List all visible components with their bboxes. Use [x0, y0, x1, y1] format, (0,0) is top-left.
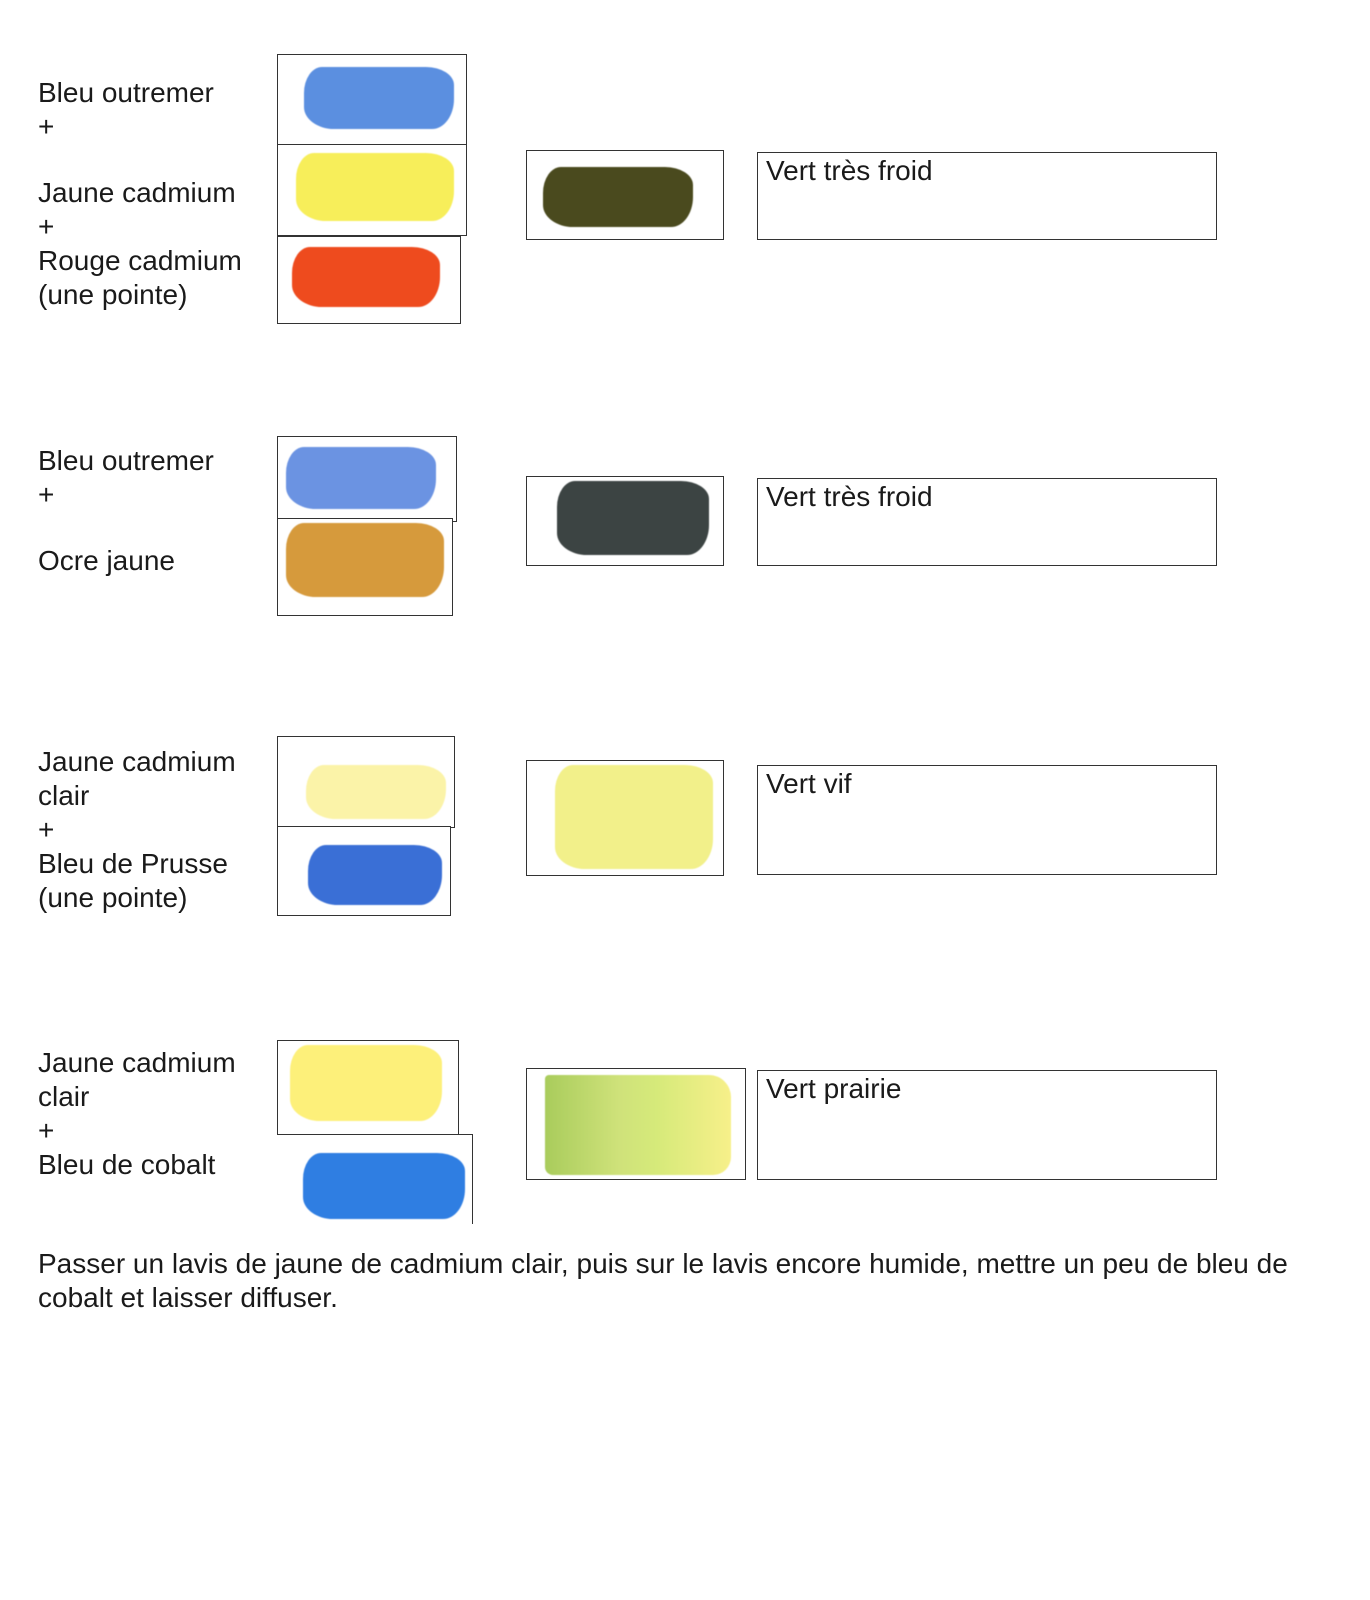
- mix-4-label-1: Jaune cadmium: [38, 1047, 236, 1078]
- mix-4-swatch-2-paint: [303, 1153, 465, 1219]
- mix-1-label-5: Rouge cadmium: [38, 245, 242, 276]
- mix-4-label-3: +: [38, 1115, 55, 1146]
- mix-1-label-3: Jaune cadmium: [38, 177, 236, 208]
- mix-4-result-frame: [526, 1068, 746, 1180]
- mix-3-label-4: Bleu de Prusse: [38, 848, 228, 879]
- mix-3-swatch-1-frame: [277, 736, 455, 828]
- mix-4-result-paint: [545, 1075, 731, 1175]
- mix-4-swatch-2-frame: [277, 1134, 473, 1224]
- mix-3-swatch-2-frame: [277, 826, 451, 916]
- mix-3-result-frame: [526, 760, 724, 876]
- mix-1-result-name: Vert très froid: [757, 152, 1217, 240]
- instruction-note: Passer un lavis de jaune de cadmium clair, puis sur le lavis encore humide, mettre un peu de bleu de cobalt et laisser diffuser.: [38, 1248, 1288, 1313]
- mix-1-label-2: +: [38, 111, 55, 142]
- mix-3-label-3: +: [38, 814, 55, 845]
- mix-2-result-paint: [557, 481, 709, 555]
- mix-2-label-2: +: [38, 479, 55, 510]
- mix-2-label-1: Bleu outremer: [38, 445, 214, 476]
- mix-4-labels: [38, 1046, 236, 1182]
- mix-1-swatch-3-paint: [292, 247, 440, 307]
- mix-4-label-2: clair: [38, 1081, 90, 1112]
- mix-2-swatch-2-frame: [277, 518, 453, 616]
- mix-3-label-2: clair: [38, 780, 90, 811]
- mix-3-swatch-1-paint: [306, 765, 446, 819]
- mix-1-label-1: Bleu outremer: [38, 77, 214, 108]
- mix-2-label-3: Ocre jaune: [38, 545, 175, 576]
- mix-1-result-paint: [543, 167, 693, 227]
- mix-4-swatch-1-paint: [290, 1045, 442, 1121]
- mix-2-swatch-1-paint: [286, 447, 436, 509]
- mix-1-label-6: (une pointe): [38, 279, 188, 310]
- mix-4-result-name: Vert prairie: [757, 1070, 1217, 1180]
- mix-2-labels: [38, 444, 214, 578]
- mix-1-labels: [38, 76, 242, 312]
- mix-2-result-name: Vert très froid: [757, 478, 1217, 566]
- mix-4-label-4: Bleu de cobalt: [38, 1149, 216, 1180]
- mix-2-swatch-2-paint: [286, 523, 444, 597]
- mix-2-result-frame: [526, 476, 724, 566]
- mix-1-swatch-2-paint: [296, 153, 454, 221]
- mix-2-swatch-1-frame: [277, 436, 457, 522]
- mix-3-result-paint: [555, 765, 713, 869]
- mix-3-label-5: (une pointe): [38, 882, 188, 913]
- mix-3-swatch-2-paint: [308, 845, 442, 905]
- mix-3-labels: [38, 745, 236, 915]
- mix-1-result-frame: [526, 150, 724, 240]
- mix-1-label-4: +: [38, 211, 55, 242]
- mix-1-swatch-2-frame: [277, 144, 467, 236]
- mix-1-swatch-1-paint: [304, 67, 454, 129]
- mix-3-result-name: Vert vif: [757, 765, 1217, 875]
- mix-1-swatch-1-frame: [277, 54, 467, 146]
- mix-1-swatch-3-frame: [277, 236, 461, 324]
- mix-4-swatch-1-frame: [277, 1040, 459, 1136]
- mix-3-label-1: Jaune cadmium: [38, 746, 236, 777]
